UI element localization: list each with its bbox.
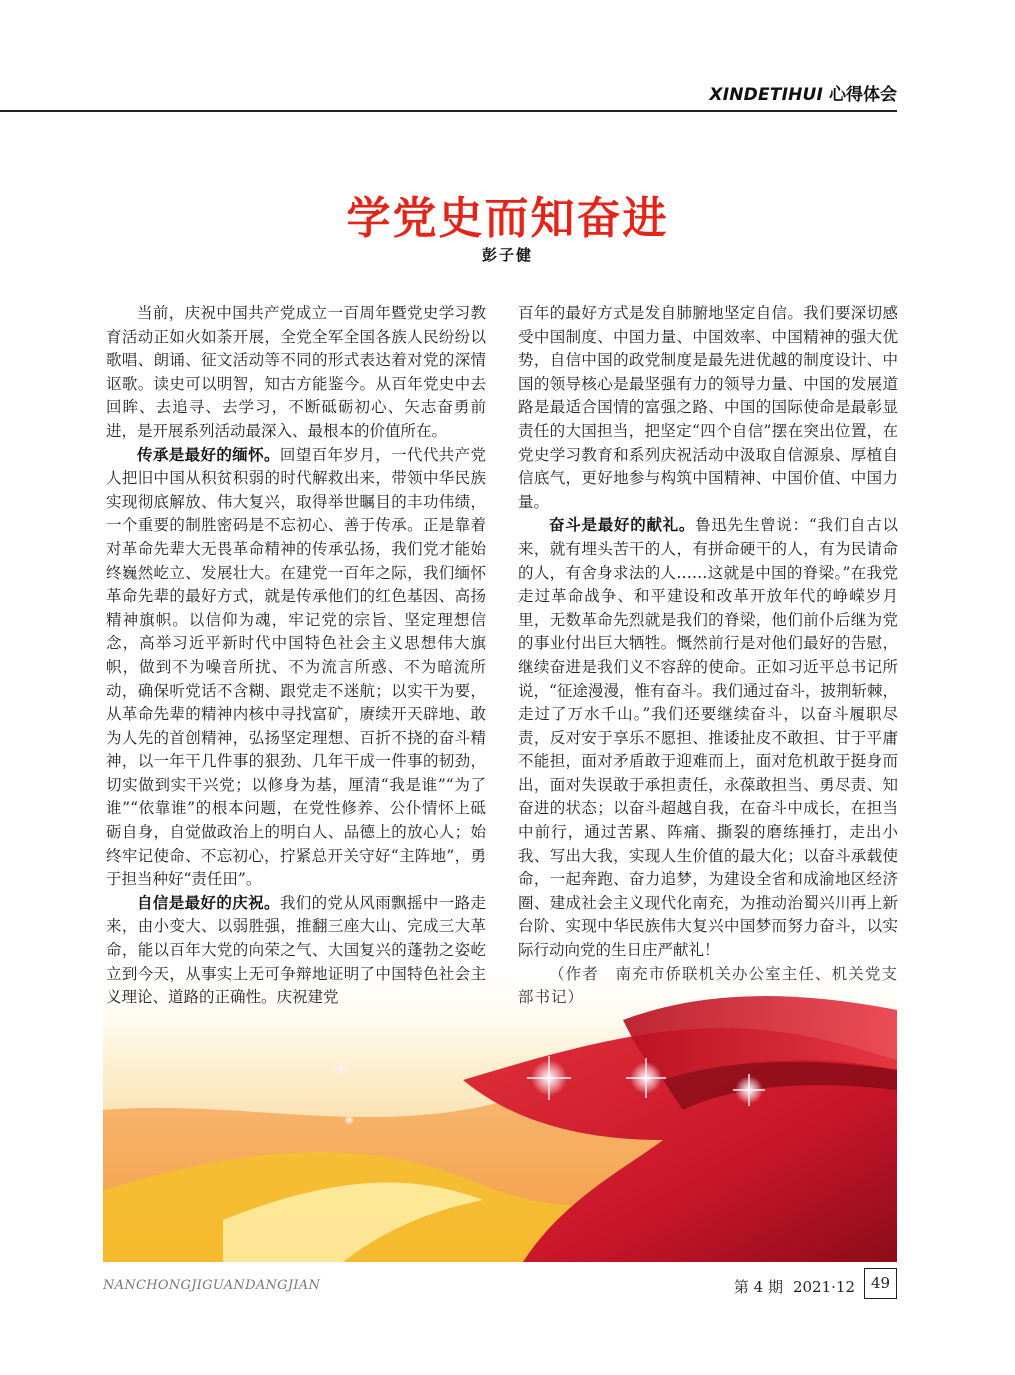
footer-journal-name: NANCHONGJIGUANDANGJIAN xyxy=(103,1278,321,1293)
right-text-column xyxy=(518,302,898,1010)
paragraph-confidence-continued xyxy=(518,302,898,514)
author-note xyxy=(518,963,898,1010)
paragraph-body: 我们的党从风雨飘摇中一路走来，由小变大、以弱胜强，推翻三座大山、完成三大革命，能以百年大党的向荣之气、大国复兴的蓬勃之姿屹立到今天，从事实上无可争辩地证明了中国特色社会主义理论、道路的正确性。庆祝建党 xyxy=(106,893,486,1007)
page-number: 49 xyxy=(864,1268,897,1299)
paragraph-lead: 传承是最好的缅怀。 xyxy=(137,445,280,464)
article-author: 彭子健 xyxy=(481,246,533,264)
section-label-latin: XINDETIHUI xyxy=(709,85,824,105)
paragraph-intro xyxy=(106,302,486,444)
footer-issue-number: 第 4 期 xyxy=(733,1278,783,1296)
paragraph-body: 鲁迅先生曾说：“我们自古以来，就有埋头苦干的人，有拼命硬干的人，有为民请命的人，有舍身求法的人……这就是中国的脊梁。”在我党走过革命战争、和平建设和改革开放年代的峥嵘岁月里，无数革命先烈就是我们的脊梁，他们前仆后继为党的事业付出巨大牺牲。慨然前行是对他们最好的告慰，继续奋进是我们义不容辞的使命。正如习近平总书记所说，“征途漫漫，惟有奋斗。我们通过奋斗，披荆斩棘，走过了万水千山。”我们还要继续奋斗，以奋斗履职尽责，反对安于享乐不愿担、推诿扯皮不敢担、甘于平庸不能担，面对矛盾敢于迎难而上，面对危机敢于挺身而出，面对失误敢于承担责任，永葆敢担当、勇尽责、知奋进的状态；以奋斗超越自我，在奋斗中成长，在担当中前行，通过苦累、阵痛、撕裂的磨练捶打，走出小我、写出大我，实现人生价值的最大化；以奋斗承载使命，一起奔跑、奋力追梦，为建设全省和成渝地区经济圈、建成社会主义现代化南充，为推动治蜀兴川再上新台阶、实现中华民族伟大复兴中国梦而努力奋斗，以实际行动向党的生日庄严献礼！ xyxy=(518,516,898,960)
section-label-chinese: 心得体会 xyxy=(829,85,897,105)
paragraph-struggle xyxy=(518,514,898,962)
paragraph-inheritance xyxy=(106,444,486,892)
left-text-column xyxy=(106,302,486,1010)
article-title: 学党史而知奋进 xyxy=(346,193,669,244)
footer-issue-date: 2021·12 xyxy=(792,1278,855,1296)
paragraph-confidence xyxy=(106,892,486,1010)
header-divider xyxy=(0,110,897,112)
section-label xyxy=(709,80,897,105)
paragraph-lead: 自信是最好的庆祝。 xyxy=(137,893,280,912)
paragraph-body: 回望百年岁月，一代代共产党人把旧中国从积贫积弱的时代解救出来，带领中华民族实现彻底解放、伟大复兴，取得举世瞩目的丰功伟绩，一个重要的制胜密码是不忘初心、善于传承。正是靠着对革命先辈大无畏革命精神的传承弘扬，我们党才能始终巍然屹立、发展壮大。在建党一百年之际，我们缅怀革命先辈的最好方式，就是传承他们的红色基因、高扬精神旗帜。以信仰为魂，牢记党的宗旨、坚定理想信念，高举习近平新时代中国特色社会主义思想伟大旗帜，做到不为噪音所扰、不为流言所惑、不为暗流所动，确保听党话不含糊、跟党走不迷航；以实干为要，从革命先辈的精神内核中寻找富矿，赓续开天辟地、敢为人先的首创精神，弘扬坚定理想、百折不挠的奋斗精神，以一年干几件事的狠劲、几年干成一件事的韧劲，切实做到实干兴党；以修身为基，厘清“我是谁”“为了谁”“依靠谁”的根本问题，在党性修养、公仆情怀上砥砺自身，自觉做政治上的明白人、品德上的放心人；始终牢记使命、不忘初心，拧紧总开关守好“主阵地”，勇于担当种好“责任田”。 xyxy=(106,445,486,889)
paragraph-body: 百年的最好方式是发自肺腑地坚定自信。我们要深切感受中国制度、中国力量、中国效率、中国精神的强大优势，自信中国的政党制度是最先进优越的制度设计、中国的领导核心是最坚强有力的领导力量、中国的发展道路是最适合国情的富强之路、中国的国际使命是最彰显责任的大国担当，把坚定“四个自信”摆在突出位置，在党史学习教育和系列庆祝活动中汲取自信源泉、厚植自信底气，更好地参与构筑中国精神、中国价值、中国力量。 xyxy=(518,304,898,511)
footer-issue-info xyxy=(724,1276,855,1297)
paragraph-lead: 奋斗是最好的献礼。 xyxy=(549,516,696,535)
paragraph-body: 当前，庆祝中国共产党成立一百周年暨党史学习教育活动正如火如荼开展，全党全军全国各族人民纷纷以歌唱、朗诵、征文活动等不同的形式表达着对党的深情讴歌。读史可以明智，知古方能鉴今。从百年党史中去回眸、去追寻、去学习，不断砥砺初心、矢志奋勇前进，是开展系列活动最深入、最根本的价值所在。 xyxy=(106,304,486,440)
author-note-text: （作者 南充市侨联机关办公室主任、机关党支部书记） xyxy=(518,964,898,1007)
